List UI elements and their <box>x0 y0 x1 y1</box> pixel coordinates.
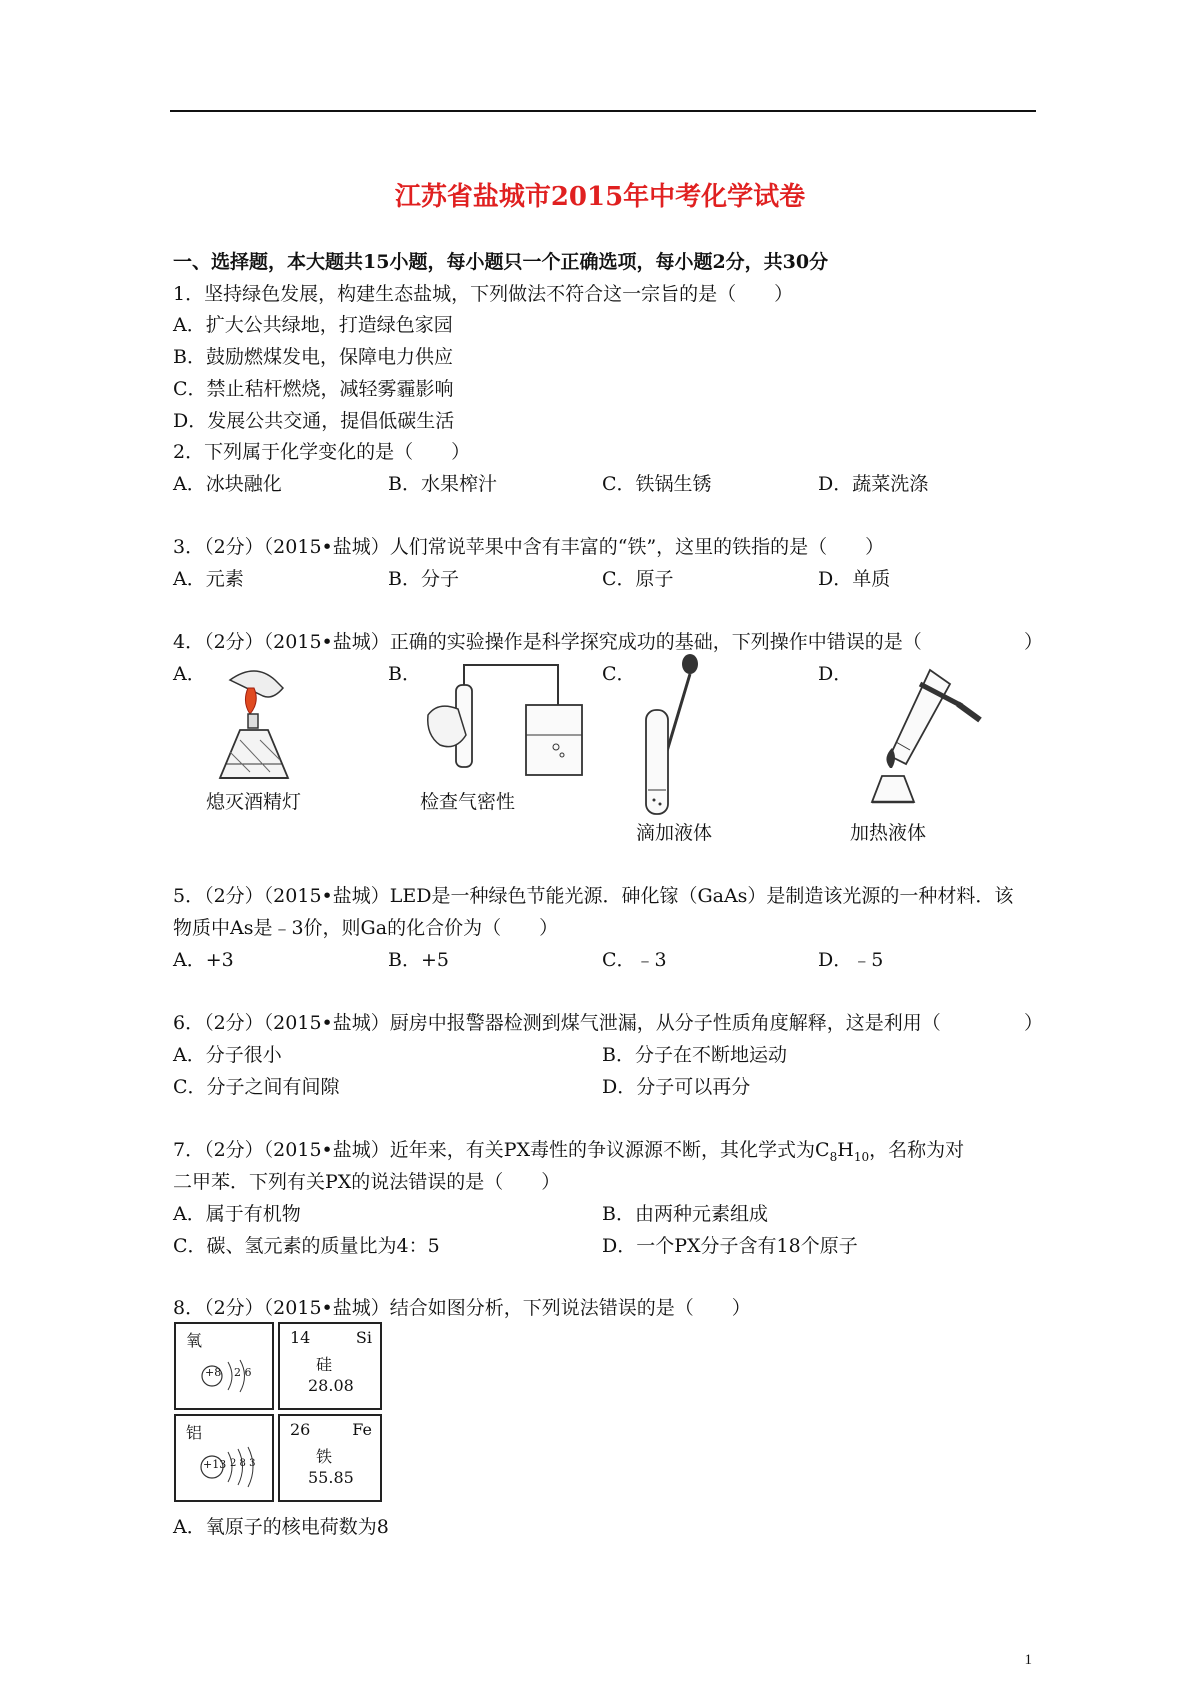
q6-option-c: C．分子之间有间隙 <box>173 1076 340 1098</box>
q1-stem: 1．坚持绿色发展，构建生态盐城，下列做法不符合这一宗旨的是（ ） <box>173 283 794 305</box>
q7-option-b: B．由两种元素组成 <box>602 1203 768 1225</box>
silicon-symbol: Si <box>355 1328 372 1347</box>
q3-option-c: C．原子 <box>602 568 674 590</box>
iron-name: 铁 <box>316 1447 333 1466</box>
q4-stem-end: ） <box>1024 631 1044 653</box>
q7-option-a: A．属于有机物 <box>173 1203 301 1225</box>
q7-subscript-carbon: 8 <box>829 1149 838 1164</box>
q8-stem: 8．（2分）（2015•盐城）结合如图分析，下列说法错误的是（ ） <box>173 1297 751 1319</box>
q1-option-d: D．发展公共交通，提倡低碳生活 <box>173 410 455 432</box>
silicon-name: 硅 <box>316 1355 333 1374</box>
oxygen-label: 氧 <box>186 1331 203 1350</box>
q4-option-c: C． <box>602 663 636 685</box>
q8-option-a: A．氧原子的核电荷数为8 <box>173 1516 389 1538</box>
q7-option-c: C．碳、氢元素的质量比为4：5 <box>173 1235 440 1257</box>
alcohol-lamp-extinguish-figure <box>200 660 310 790</box>
q6-stem: 6．（2分）（2015•盐城）厨房中报警器检测到煤气泄漏，从分子性质角度解释，这是利用（ <box>173 1012 941 1034</box>
q4-caption-c: 滴加液体 <box>636 822 713 844</box>
q4-stem: 4．（2分）（2015•盐城）正确的实验操作是科学探究成功的基础，下列操作中错误的是（ <box>173 631 922 653</box>
q1-option-a: A．扩大公共绿地，打造绿色家园 <box>173 314 453 336</box>
q5-option-b: B．+5 <box>388 949 449 971</box>
iron-number: 26 <box>290 1420 311 1439</box>
aluminum-nucleus: +13 <box>203 1458 227 1471</box>
oxygen-shells: 2 6 <box>234 1366 252 1379</box>
oxygen-nucleus: +8 <box>205 1366 222 1379</box>
heating-liquid-figure <box>850 660 990 810</box>
q1-option-b: B．鼓励燃煤发电，保障电力供应 <box>173 346 453 368</box>
q6-stem-end: ） <box>1024 1012 1044 1034</box>
q4-option-d: D． <box>818 663 853 685</box>
q7-stem-post: ，名称为对 <box>869 1139 965 1161</box>
q7-stem-line2: 二甲苯．下列有关PX的说法错误的是（ ） <box>173 1171 561 1193</box>
q6-option-d: D．分子可以再分 <box>602 1076 751 1098</box>
q4-option-a: A． <box>173 663 206 685</box>
q3-option-d: D．单质 <box>818 568 891 590</box>
oxygen-atom-cell <box>174 1322 274 1410</box>
q7-option-d: D．一个PX分子含有18个原子 <box>602 1235 858 1257</box>
silicon-element-cell <box>278 1322 382 1410</box>
q7-stem-pre: 7．（2分）（2015•盐城）近年来，有关PX毒性的争议源源不断，其化学式为C <box>173 1139 830 1161</box>
q2-option-a: A．冰块融化 <box>173 473 282 495</box>
q2-option-c: C．铁锅生锈 <box>602 473 712 495</box>
q7-stem-line1 <box>173 1138 964 1169</box>
q5-option-d: D．﹣5 <box>818 949 884 971</box>
section-heading: 一、选择题，本大题共15小题，每小题只一个正确选项，每小题2分，共30分 <box>173 251 829 273</box>
q5-stem-line2: 物质中As是﹣3价，则Ga的化合价为（ ） <box>173 917 559 939</box>
element-info-figure <box>174 1322 380 1502</box>
q4-option-b: B． <box>388 663 421 685</box>
q3-option-a: A．元素 <box>173 568 244 590</box>
q3-option-b: B．分子 <box>388 568 459 590</box>
q1-option-c: C．禁止秸杆燃烧，减轻雾霾影响 <box>173 378 454 400</box>
q2-option-b: B．水果榨汁 <box>388 473 497 495</box>
q2-stem: 2．下列属于化学变化的是（ ） <box>173 441 471 463</box>
silicon-number: 14 <box>290 1328 311 1347</box>
q6-option-b: B．分子在不断地运动 <box>602 1044 787 1066</box>
iron-mass: 55.85 <box>308 1468 354 1487</box>
q6-option-a: A．分子很小 <box>173 1044 282 1066</box>
q4-caption-a: 熄灭酒精灯 <box>206 791 302 813</box>
q7-subscript-hydrogen: 10 <box>853 1149 870 1164</box>
q5-stem-line1: 5．（2分）（2015•盐城）LED是一种绿色节能光源．砷化镓（GaAs）是制造该光源的一种材料．该 <box>173 885 1014 907</box>
q4-caption-b: 检查气密性 <box>420 791 516 813</box>
dropper-figure <box>640 650 710 820</box>
airtightness-check-figure <box>418 655 588 785</box>
q7-hydrogen: H <box>837 1139 854 1161</box>
q5-option-a: A．+3 <box>173 949 234 971</box>
page-number: 1 <box>1024 1652 1032 1668</box>
silicon-mass: 28.08 <box>308 1376 354 1395</box>
aluminum-shells: 2 8 3 <box>230 1458 256 1469</box>
q5-option-c: C．﹣3 <box>602 949 667 971</box>
q2-option-d: D．蔬菜洗涤 <box>818 473 929 495</box>
iron-symbol: Fe <box>352 1420 372 1439</box>
q3-stem: 3．（2分）（2015•盐城）人们常说苹果中含有丰富的“铁”，这里的铁指的是（ ） <box>173 536 885 558</box>
iron-element-cell <box>278 1414 382 1502</box>
page-title: 江苏省盐城市2015年中考化学试卷 <box>394 182 806 212</box>
aluminum-atom-cell <box>174 1414 274 1502</box>
q4-caption-d: 加热液体 <box>850 822 927 844</box>
header-rule <box>170 110 1036 112</box>
aluminum-label: 铝 <box>186 1423 203 1442</box>
